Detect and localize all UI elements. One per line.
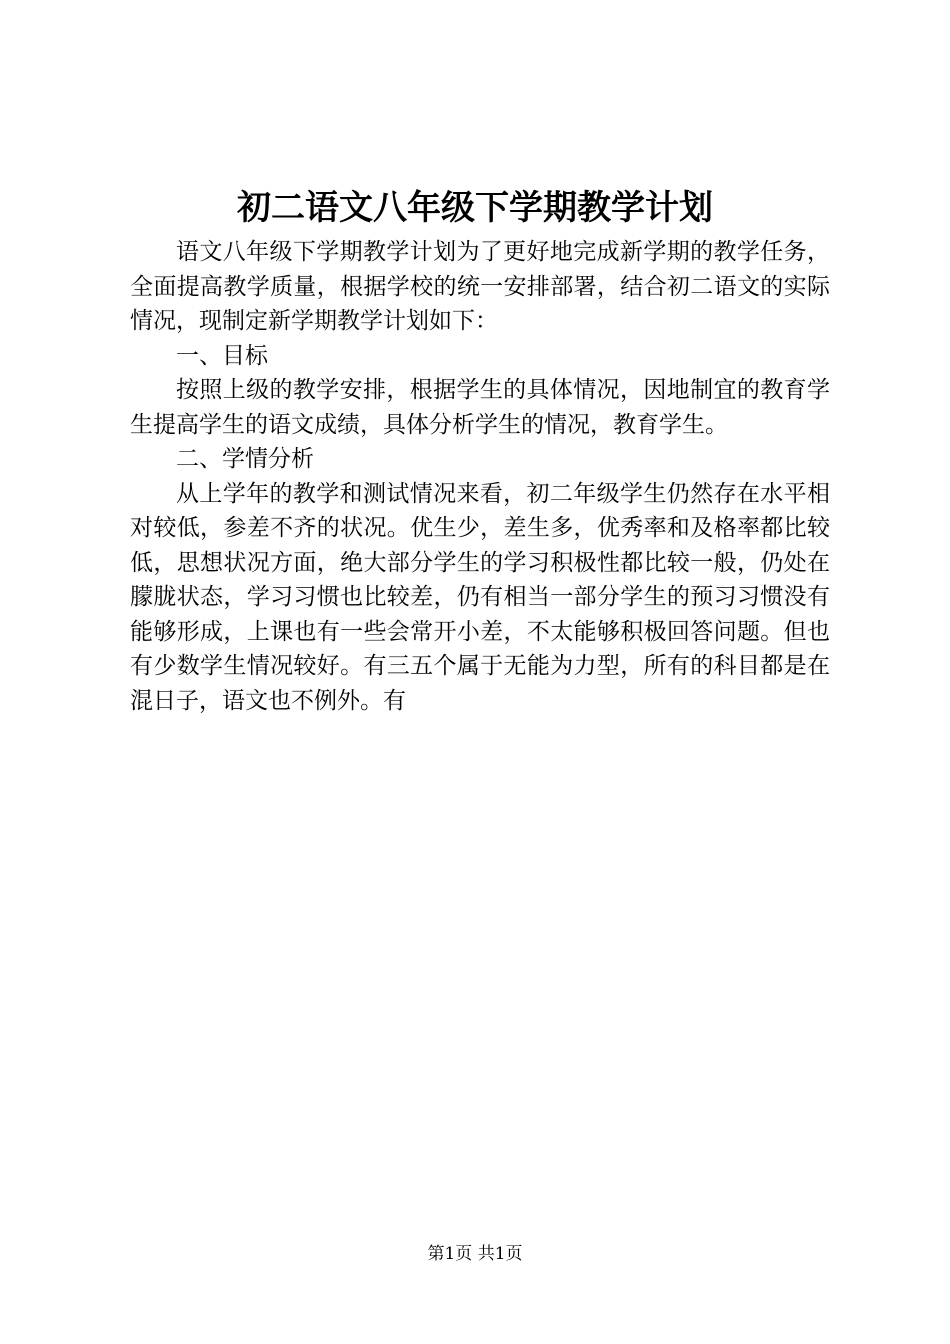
paragraph-intro: 语文八年级下学期教学计划为了更好地完成新学期的教学任务，全面提高教学质量，根据学校的统一安排部署，结合初二语文的实际情况，现制定新学期教学计划如下： xyxy=(130,239,830,334)
section-heading-analysis: 二、学情分析 xyxy=(176,446,314,472)
document-body xyxy=(130,235,830,718)
page-footer: 第1页 共1页 xyxy=(427,1244,523,1264)
paragraph-analysis: 从上学年的教学和测试情况来看，初二年级学生仍然存在水平相对较低，参差不齐的状况。优生少，差生多，优秀率和及格率都比较低，思想状况方面，绝大部分学生的学习积极性都比较一般，仍处在朦胧状态，学习习惯也比较差，仍有相当一部分学生的预习习惯没有能够形成，上课也有一些会常开小差，不太能够积极回答问题。但也有少数学生情况较好。有三五个属于无能为力型，所有的科目都是在混日子，语文也不例外。有 xyxy=(130,480,830,714)
section-heading-goals: 一、目标 xyxy=(176,342,268,369)
document-title: 初二语文八年级下学期教学计划 xyxy=(237,188,713,228)
paragraph-goals: 按照上级的教学安排，根据学生的具体情况，因地制宜的教育学生提高学生的语文成绩，具体分析学生的情况，教育学生。 xyxy=(130,377,830,438)
